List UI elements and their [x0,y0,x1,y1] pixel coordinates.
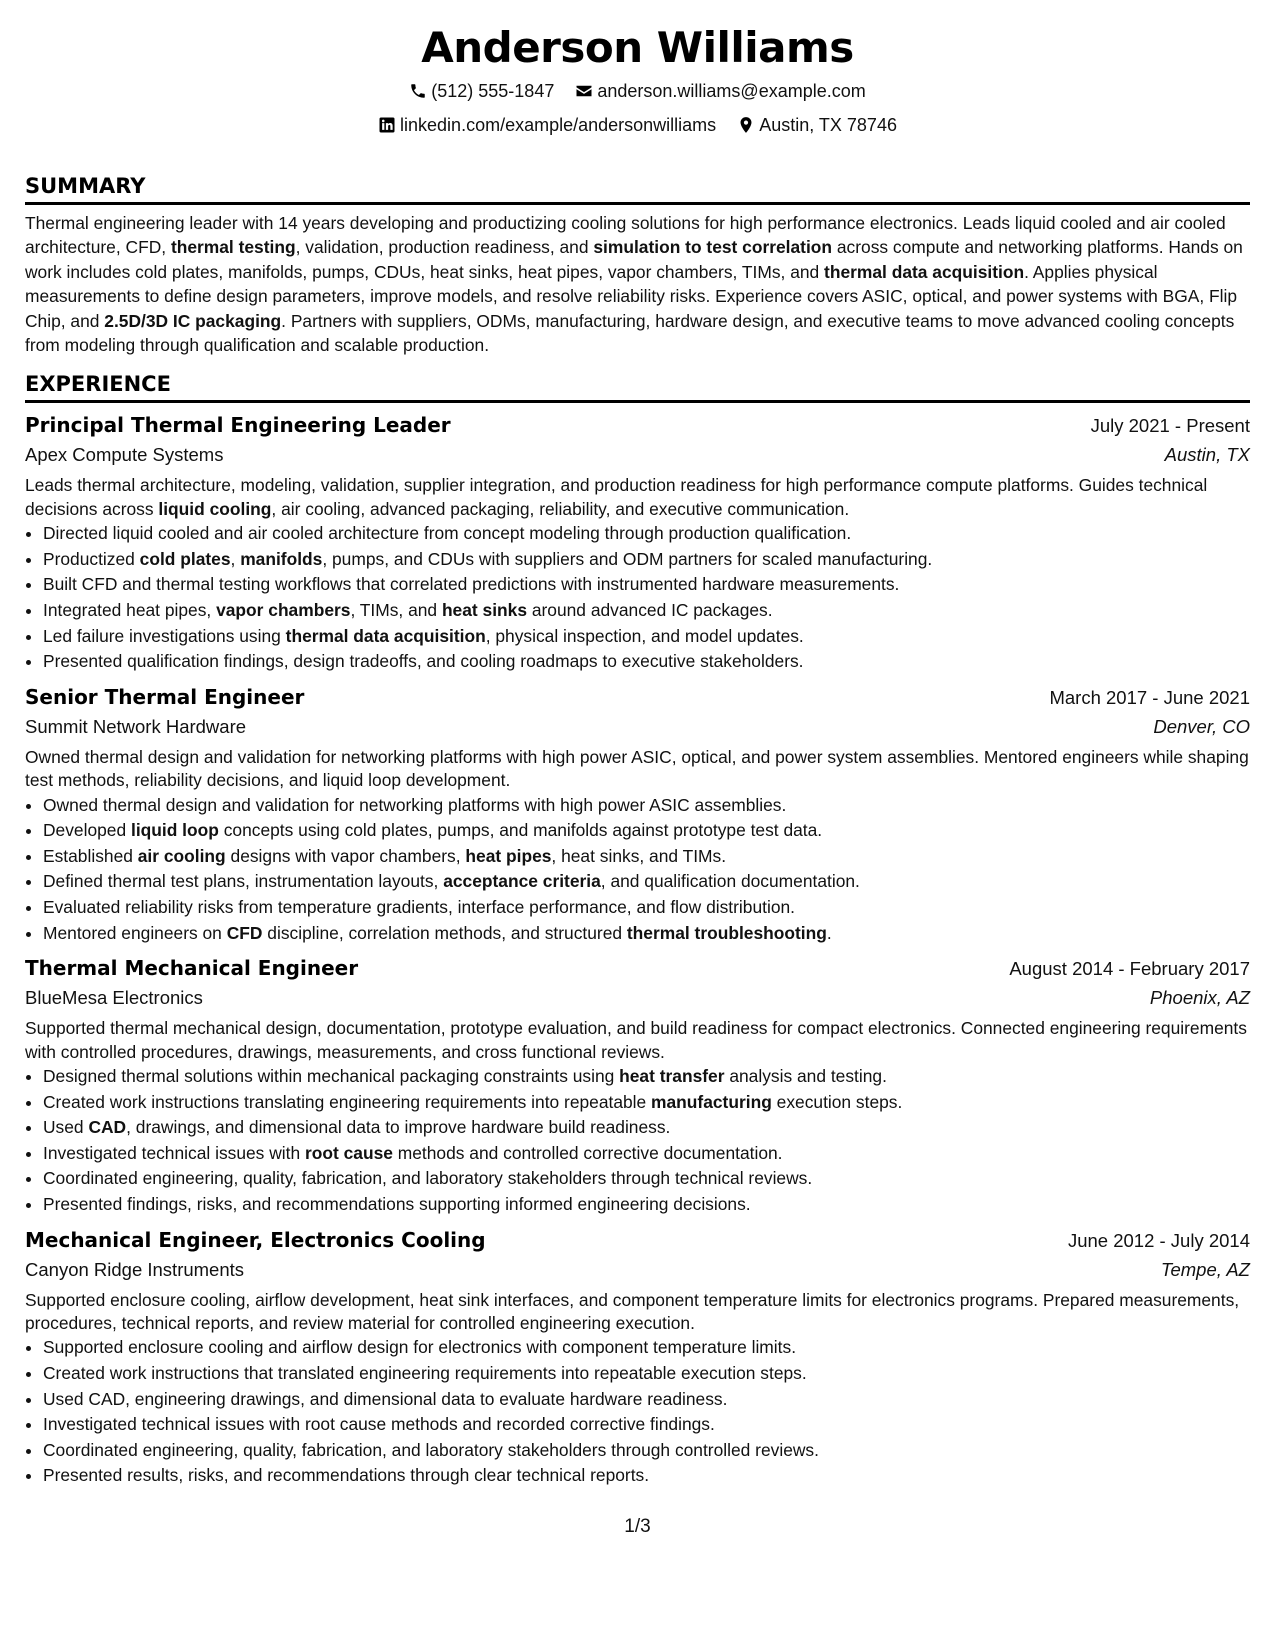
bold-keyword: manifolds [240,548,323,569]
job-description: Leads thermal architecture, modeling, validation, supplier integration, and production readiness for high performance compute platforms. Guides technical decisions across liquid cooling, air cooling, advanced packaging, reliability, and executive communication. [25,475,1208,519]
contact-row-secondary [25,114,1250,139]
bold-keyword: thermal troubleshooting [626,922,827,943]
job-location: Austin, TX [1164,444,1250,466]
bold-keyword: acceptance criteria [443,871,601,892]
bold-keyword: liquid loop [130,820,219,841]
summary-heading: SUMMARY [25,174,146,198]
job-company: Summit Network Hardware [25,715,247,737]
bullet-item: • Defined thermal test plans, instrumentation layouts, acceptance criteria, and qualification documentation. [43,869,1250,895]
job-bullets [25,521,1250,675]
candidate-name: Anderson Williams [421,23,854,72]
bullet-item: • Evaluated reliability risks from temperature gradients, interface performance, and flow distribution. [43,895,1250,921]
envelope-icon [575,82,593,100]
bold-keyword: 2.5D/3D IC packaging [104,310,282,331]
job-description: Supported enclosure cooling, airflow development, heat sink interfaces, and component temperature limits for electronics programs. Prepared measurements, procedures, technical reports, and review material for controlled engineering execution. [25,1289,1240,1333]
job-entry [25,683,1250,946]
bullet-item: • Built CFD and thermal testing workflows that correlated predictions with instrumented hardware measurements. [43,572,1250,598]
bullet-item: • Integrated heat pipes, vapor chambers, TIMs, and heat sinks around advanced IC packages. [43,598,1250,624]
job-company: Canyon Ridge Instruments [25,1258,245,1280]
experience-section [25,371,1250,1489]
bold-keyword: thermal testing [170,237,296,258]
linkedin-text[interactable]: linkedin.com/example/andersonwilliams [400,115,717,135]
job-location: Phoenix, AZ [1149,987,1250,1009]
job-company: BlueMesa Electronics [25,987,203,1009]
bullet-item: • Investigated technical issues with root cause methods and controlled corrective documentation. [43,1141,1250,1167]
job-bullets [25,1335,1250,1489]
contact-linkedin[interactable] [378,114,716,136]
bullet-item: • Presented results, risks, and recommendations through clear technical reports. [43,1463,1250,1489]
bold-keyword: thermal data acquisition [285,625,486,646]
contact-email[interactable] [575,80,865,102]
contact-location [737,114,897,136]
job-title: Senior Thermal Engineer [25,684,305,709]
bold-keyword: thermal data acquisition [824,261,1025,282]
bullet-item: • Presented qualification findings, design tradeoffs, and cooling roadmaps to executive stakeholders. [43,649,1250,675]
bullet-item: • Used CAD, drawings, and dimensional data to improve hardware build readiness. [43,1115,1250,1141]
bold-keyword: manufacturing [651,1091,772,1112]
bold-keyword: cold plates [139,548,231,569]
job-dates: July 2021 - Present [1090,415,1250,437]
email-text[interactable]: anderson.williams@example.com [597,81,866,101]
resume-page [25,0,1250,1650]
bullet-item: • Owned thermal design and validation for networking platforms with high power ASIC assemblies. [43,793,1250,819]
bullet-item: • Established air cooling designs with vapor chambers, heat pipes, heat sinks, and TIMs. [43,844,1250,870]
bold-keyword: air cooling [137,845,226,866]
bold-keyword: simulation to test correlation [593,237,833,258]
summary-text: Thermal engineering leader with 14 years developing and productizing cooling solutions for high performance electronics. Leads liquid cooled and air cooled architecture, CFD, thermal testing, validation, production readiness, and simulation to test correlation across compute and networking platforms. Hands on work includes cold plates, manifolds, pumps, CDUs, heat sinks, heat pipes, vapor chambers, TIMs, and thermal data acquisition. Applies physical measurements to define design parameters, improve models, and resolve reliability risks. Experience covers ASIC, optical, and power systems with BGA, Flip Chip, and 2.5D/3D IC packaging. Partners with suppliers, ODMs, manufacturing, hardware design, and executive teams to move advanced cooling concepts from modeling through qualification and scalable production. [25,213,1243,356]
job-title: Thermal Mechanical Engineer [25,956,359,981]
bold-keyword: heat sinks [441,600,527,621]
bullet-item: • Coordinated engineering, quality, fabrication, and laboratory stakeholders through controlled reviews. [43,1438,1250,1464]
bold-keyword: heat pipes [465,845,552,866]
bullet-item: • Created work instructions that translated engineering requirements into repeatable execution steps. [43,1361,1250,1387]
job-entry [25,411,1250,674]
bold-keyword: heat transfer [619,1066,725,1086]
bullet-item: • Investigated technical issues with root cause methods and recorded corrective findings. [43,1412,1250,1438]
contact-row-primary [25,80,1250,105]
job-title: Mechanical Engineer, Electronics Cooling [25,1227,486,1252]
bold-keyword: CAD [88,1117,127,1138]
map-marker-icon [737,116,755,134]
job-dates: March 2017 - June 2021 [1049,686,1250,708]
bullet-item: • Developed liquid loop concepts using cold plates, pumps, and manifolds against prototype test data. [43,818,1250,844]
experience-heading: EXPERIENCE [25,372,171,397]
bold-keyword: root cause [304,1142,393,1163]
bullet-item: • Used CAD, engineering drawings, and dimensional data to evaluate hardware readiness. [43,1387,1250,1413]
job-dates: June 2012 - July 2014 [1067,1229,1250,1251]
job-company: Apex Compute Systems [25,444,224,466]
bold-keyword: liquid cooling [158,498,272,519]
bullet-item: • Mentored engineers on CFD discipline, correlation methods, and structured thermal troubleshooting. [43,921,1250,947]
bullet-item: • Led failure investigations using thermal data acquisition, physical inspection, and model updates. [43,624,1250,650]
job-description: Supported thermal mechanical design, documentation, prototype evaluation, and build readiness for compact electronics. Connected engineering requirements with controlled procedures, drawings, measurements, and cross functional reviews. [25,1018,1247,1062]
bold-keyword: CFD [226,922,263,943]
job-title: Principal Thermal Engineering Leader [25,413,451,438]
job-dates: August 2014 - February 2017 [1009,958,1250,980]
phone-icon [409,82,427,100]
summary-divider [25,202,1250,205]
summary-section [25,173,1250,357]
linkedin-icon [378,116,396,134]
job-entry [25,954,1250,1217]
experience-divider [25,400,1250,403]
job-bullets [25,793,1250,947]
job-location: Tempe, AZ [1160,1258,1250,1280]
bullet-item: • Productized cold plates, manifolds, pumps, and CDUs with suppliers and ODM partners for scaled manufacturing. [43,547,1250,573]
bullet-item: • Presented findings, risks, and recommendations supporting informed engineering decisions. [43,1192,1250,1218]
bullet-item: • Designed thermal solutions within mechanical packaging constraints using heat transfer analysis and testing. [43,1064,1250,1090]
phone-text: (512) 555-1847 [431,81,555,101]
job-entry [25,1226,1250,1489]
bullet-item: • Directed liquid cooled and air cooled architecture from concept modeling through production qualification. [43,521,1250,547]
job-description: Owned thermal design and validation for networking platforms with high power ASIC, optical, and power system assemblies. Mentored engineers while shaping test methods, reliability decisions, and liquid loop development. [25,746,1249,791]
bullet-item: • Coordinated engineering, quality, fabrication, and laboratory stakeholders through technical reviews. [43,1166,1250,1192]
page-number: 1/3 [624,1516,651,1537]
bold-keyword: vapor chambers [216,600,351,621]
bullet-item: • Created work instructions translating engineering requirements into repeatable manufacturing execution steps. [43,1090,1250,1116]
job-bullets [25,1064,1250,1218]
job-location: Denver, CO [1153,715,1250,737]
location-text: Austin, TX 78746 [759,115,897,135]
bullet-item: • Supported enclosure cooling and airflow design for electronics with component temperature limits. [43,1335,1250,1361]
contact-phone [409,80,554,102]
